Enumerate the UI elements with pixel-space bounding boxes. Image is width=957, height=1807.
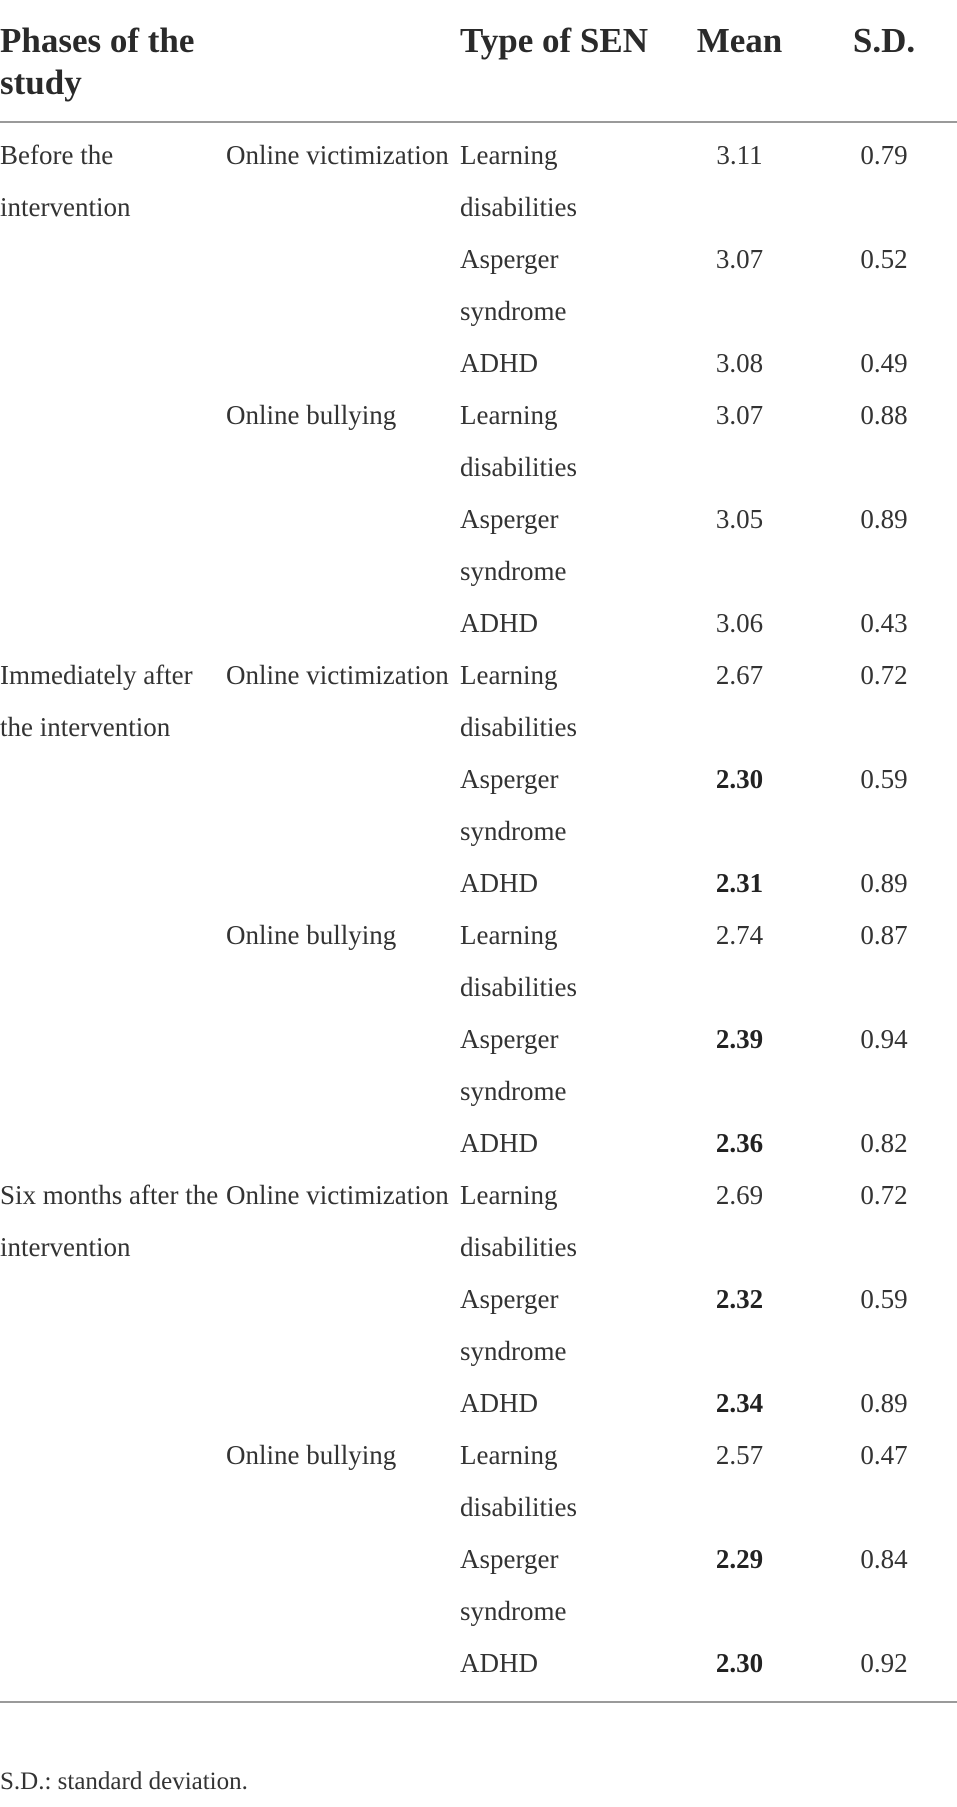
mean-value-bold: 2.30 bbox=[715, 764, 764, 794]
phase-cell bbox=[0, 1013, 226, 1117]
mean-cell bbox=[668, 1377, 811, 1429]
sen-type-cell: Asperger syndrome bbox=[460, 1544, 567, 1626]
sen-type-cell: Learning disabilities bbox=[460, 660, 577, 742]
mean-cell: 3.06 bbox=[715, 608, 764, 638]
measure-cell bbox=[226, 1273, 460, 1377]
table-row bbox=[0, 597, 957, 649]
header-sen: Type of SEN bbox=[460, 0, 668, 122]
sd-cell: 0.89 bbox=[860, 1388, 908, 1418]
phase-cell bbox=[0, 389, 226, 493]
sen-type-cell: Learning disabilities bbox=[460, 400, 577, 482]
measure-cell bbox=[226, 857, 460, 909]
sd-cell: 0.49 bbox=[860, 348, 908, 378]
table-row bbox=[0, 1117, 957, 1169]
sd-cell: 0.43 bbox=[860, 608, 908, 638]
sd-cell: 0.59 bbox=[860, 764, 908, 794]
measure-cell: Online victimization bbox=[226, 1180, 449, 1210]
sd-cell: 0.89 bbox=[860, 868, 908, 898]
mean-value-bold: 2.34 bbox=[715, 1388, 764, 1418]
mean-cell: 3.05 bbox=[715, 504, 764, 534]
table-row bbox=[0, 389, 957, 493]
measure-cell bbox=[226, 493, 460, 597]
mean-cell bbox=[668, 1273, 811, 1377]
mean-value-bold: 2.29 bbox=[715, 1544, 764, 1574]
mean-cell: 3.11 bbox=[716, 140, 763, 170]
sd-cell: 0.52 bbox=[860, 244, 908, 274]
sd-cell: 0.79 bbox=[860, 140, 908, 170]
table-row bbox=[0, 649, 957, 753]
table-body bbox=[0, 122, 957, 1702]
mean-cell bbox=[668, 1533, 811, 1637]
table-row bbox=[0, 122, 957, 233]
sen-type-cell: Learning disabilities bbox=[460, 920, 577, 1002]
sen-type-cell: ADHD bbox=[460, 868, 538, 898]
sen-type-cell: ADHD bbox=[460, 608, 538, 638]
mean-cell bbox=[668, 753, 811, 857]
phase-cell bbox=[0, 233, 226, 337]
sd-cell: 0.94 bbox=[860, 1024, 908, 1054]
mean-cell: 3.08 bbox=[715, 348, 764, 378]
sen-type-cell: Asperger syndrome bbox=[460, 1024, 567, 1106]
mean-cell: 2.57 bbox=[715, 1440, 764, 1470]
table-row bbox=[0, 1273, 957, 1377]
phase-cell bbox=[0, 1273, 226, 1377]
sd-cell: 0.72 bbox=[860, 1180, 908, 1210]
measure-cell: Online victimization bbox=[226, 140, 449, 170]
sen-type-cell: Asperger syndrome bbox=[460, 764, 567, 846]
sd-cell: 0.92 bbox=[811, 1637, 957, 1702]
mean-value-bold: 2.39 bbox=[715, 1024, 764, 1054]
sen-type-cell: Learning disabilities bbox=[460, 1440, 577, 1522]
sen-type-cell: ADHD bbox=[460, 1388, 538, 1418]
phase-cell bbox=[0, 493, 226, 597]
measure-cell: Online bullying bbox=[226, 1440, 397, 1470]
mean-cell bbox=[668, 1117, 811, 1169]
sd-cell: 0.59 bbox=[860, 1284, 908, 1314]
table-row bbox=[0, 1169, 957, 1273]
sd-cell: 0.82 bbox=[860, 1128, 908, 1158]
table-row bbox=[0, 493, 957, 597]
phase-cell bbox=[0, 1533, 226, 1637]
table-row bbox=[0, 1013, 957, 1117]
phase-cell bbox=[0, 337, 226, 389]
measure-cell bbox=[226, 337, 460, 389]
phase-cell bbox=[0, 909, 226, 1013]
measure-cell: Online bullying bbox=[226, 920, 397, 950]
table-row bbox=[0, 233, 957, 337]
measure-cell bbox=[226, 1637, 460, 1702]
measure-cell bbox=[226, 597, 460, 649]
table-footnote: S.D.: standard deviation. bbox=[0, 1768, 248, 1795]
table-row bbox=[0, 1377, 957, 1429]
measure-cell: Online bullying bbox=[226, 400, 397, 430]
sd-cell: 0.84 bbox=[860, 1544, 908, 1574]
phase-cell bbox=[0, 597, 226, 649]
mean-cell: 3.07 bbox=[715, 400, 764, 430]
phase-cell bbox=[0, 1429, 226, 1533]
measure-cell: Online victimization bbox=[226, 660, 449, 690]
sd-cell: 0.72 bbox=[860, 660, 908, 690]
phase-cell: Six months after the intervention bbox=[0, 1180, 219, 1262]
phase-cell bbox=[0, 857, 226, 909]
phase-cell bbox=[0, 1117, 226, 1169]
phase-cell bbox=[0, 1637, 226, 1702]
measure-cell bbox=[226, 233, 460, 337]
sd-cell: 0.87 bbox=[860, 920, 908, 950]
sen-type-cell: ADHD bbox=[460, 348, 538, 378]
table-row bbox=[0, 1637, 957, 1702]
phase-cell: Before the intervention bbox=[0, 140, 131, 222]
phase-cell bbox=[0, 1377, 226, 1429]
sen-type-cell: Asperger syndrome bbox=[460, 504, 567, 586]
mean-cell bbox=[668, 857, 811, 909]
mean-cell: 3.07 bbox=[715, 244, 764, 274]
phase-cell: Immediately after the intervention bbox=[0, 660, 193, 742]
sd-cell: 0.47 bbox=[860, 1440, 908, 1470]
table-row bbox=[0, 1429, 957, 1533]
mean-cell bbox=[668, 1013, 811, 1117]
mean-value-bold: 2.36 bbox=[715, 1128, 764, 1158]
mean-value-bold: 2.32 bbox=[715, 1284, 764, 1314]
measure-cell bbox=[226, 1377, 460, 1429]
mean-cell bbox=[668, 1637, 811, 1702]
measure-cell bbox=[226, 1013, 460, 1117]
table-row bbox=[0, 909, 957, 1013]
table-row bbox=[0, 337, 957, 389]
measure-cell bbox=[226, 1117, 460, 1169]
header-phase: Phases of the study bbox=[0, 0, 226, 122]
sen-type-cell: Learning disabilities bbox=[460, 1180, 577, 1262]
mean-cell: 2.74 bbox=[715, 920, 764, 950]
sen-type-cell: Asperger syndrome bbox=[460, 244, 567, 326]
mean-value-bold: 2.30 bbox=[715, 1648, 764, 1678]
header-sd: S.D. bbox=[811, 0, 957, 122]
sd-cell: 0.88 bbox=[860, 400, 908, 430]
table-row bbox=[0, 753, 957, 857]
measure-cell bbox=[226, 753, 460, 857]
table-row bbox=[0, 857, 957, 909]
header-mean: Mean bbox=[668, 0, 811, 122]
mean-cell: 2.69 bbox=[715, 1180, 764, 1210]
header-measure bbox=[226, 0, 460, 122]
table-row bbox=[0, 1533, 957, 1637]
measure-cell bbox=[226, 1533, 460, 1637]
sen-type-cell: ADHD bbox=[460, 1128, 538, 1158]
sen-type-cell: Asperger syndrome bbox=[460, 1284, 567, 1366]
sd-cell: 0.89 bbox=[860, 504, 908, 534]
header-row bbox=[0, 0, 957, 122]
mean-value-bold: 2.31 bbox=[715, 868, 764, 898]
mean-cell: 2.67 bbox=[715, 660, 764, 690]
phase-cell bbox=[0, 753, 226, 857]
sen-type-cell: Learning disabilities bbox=[460, 140, 577, 222]
sen-type-cell: ADHD bbox=[460, 1637, 668, 1702]
